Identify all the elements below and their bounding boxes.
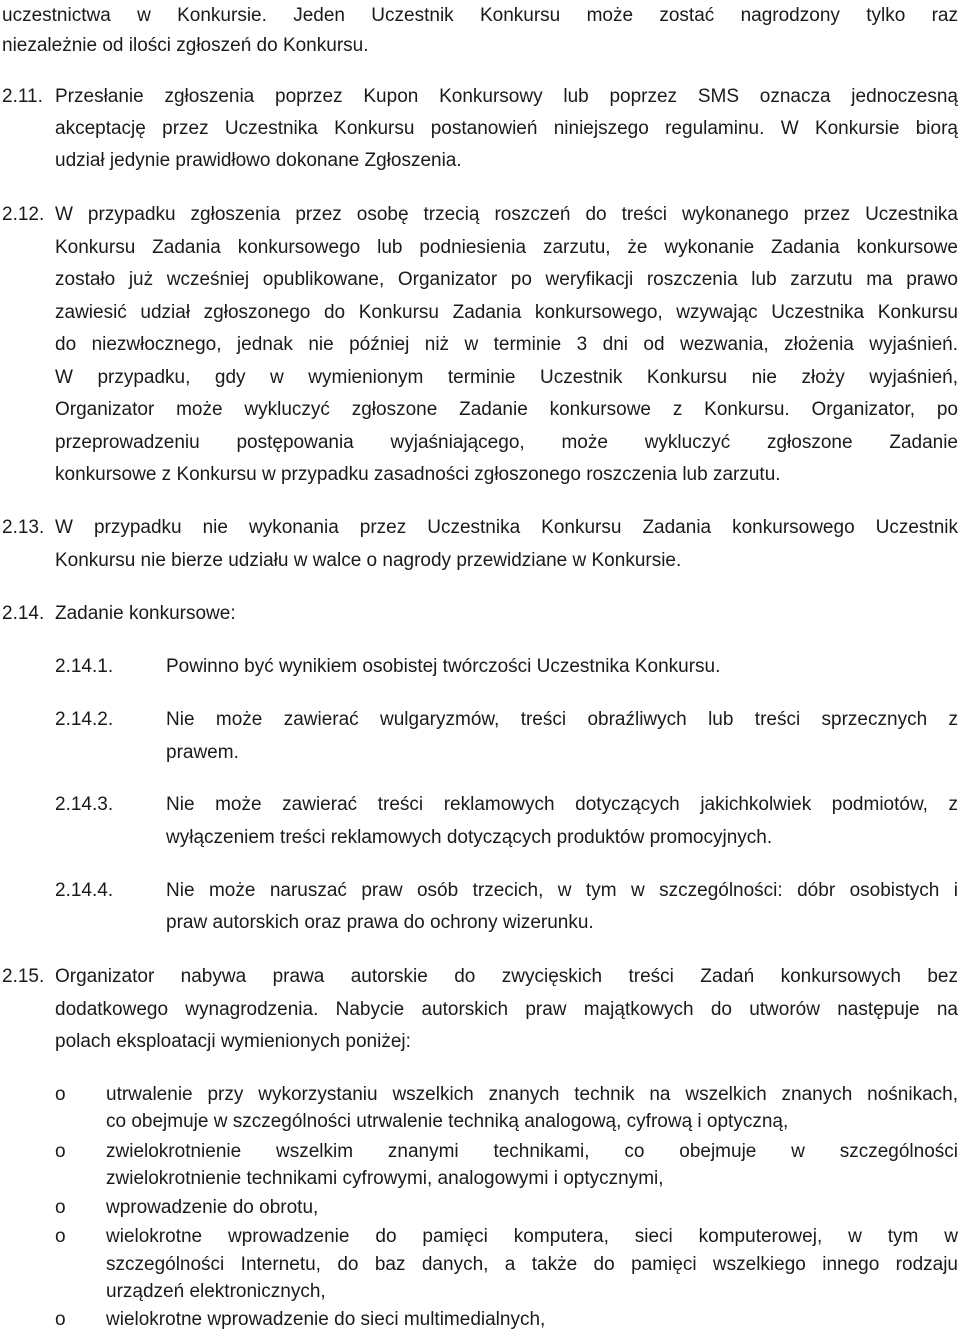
- bullet-text-line: wielokrotne wprowadzenie do sieci multimedialnych,: [106, 1309, 546, 1330]
- subsection-number: 2.14.4.: [55, 880, 114, 901]
- section-text-line: zostało już wcześniej opublikowane, Organizator po weryfikacji roszczenia lub zarzutu ma prawo: [55, 269, 958, 290]
- section-number: 2.11.: [2, 86, 43, 107]
- section-number: 2.13.: [2, 517, 45, 538]
- section-number: 2.14.: [2, 603, 45, 624]
- section-text-line: Konkursu nie bierze udziału w walce o nagrody przewidziane w Konkursie.: [55, 550, 682, 571]
- section-text-line: zawiesić udział zgłoszonego do Konkursu Zadania konkursowego, wzywając Uczestnika Konkursu: [55, 302, 958, 323]
- subsection-text-line: Nie może zawierać treści reklamowych dotyczących jakichkolwiek podmiotów, z: [166, 794, 958, 815]
- subsection-text-line: praw autorskich oraz prawa do ochrony wizerunku.: [166, 912, 594, 933]
- section-number: 2.12.: [2, 204, 45, 225]
- bullet-text-line: urządzeń elektronicznych,: [106, 1281, 326, 1302]
- bullet-marker: o: [55, 1084, 66, 1105]
- section-text-line: Organizator nabywa prawa autorskie do zwycięskich treści Zadań konkursowych bez: [55, 966, 958, 987]
- subsection-text-line: Nie może zawierać wulgaryzmów, treści obraźliwych lub treści sprzecznych z: [166, 709, 958, 730]
- bullet-text-line: co obejmuje w szczególności utrwalenie techniką analogową, cyfrową i optyczną,: [106, 1111, 789, 1132]
- bullet-text-line: utrwalenie przy wykorzystaniu wszelkich znanych technik na wszelkich znanych nośnikach,: [106, 1084, 958, 1105]
- intro-line: uczestnictwa w Konkursie. Jeden Uczestnik Konkursu może zostać nagrodzony tylko raz: [2, 5, 958, 26]
- section-text-line: W przypadku nie wykonania przez Uczestnika Konkursu Zadania konkursowego Uczestnik: [55, 517, 958, 538]
- section-text-line: akceptację przez Uczestnika Konkursu postanowień niniejszego regulaminu. W Konkursie biorą: [55, 118, 958, 139]
- intro-line: niezależnie od ilości zgłoszeń do Konkursu.: [2, 35, 369, 56]
- section-title: Zadanie konkursowe:: [55, 603, 236, 624]
- bullet-marker: o: [55, 1226, 66, 1247]
- bullet-marker: o: [55, 1309, 66, 1330]
- bullet-text-line: zwielokrotnienie wszelkim znanymi technikami, co obejmuje w szczególności: [106, 1141, 958, 1162]
- section-text-line: udział jedynie prawidłowo dokonane Zgłoszenia.: [55, 150, 462, 171]
- subsection-text-line: Powinno być wynikiem osobistej twórczości Uczestnika Konkursu.: [166, 656, 721, 677]
- bullet-text-line: wprowadzenie do obrotu,: [106, 1197, 319, 1218]
- subsection-number: 2.14.3.: [55, 794, 114, 815]
- section-text-line: konkursowe z Konkursu w przypadku zasadności zgłoszonego roszczenia lub zarzutu.: [55, 464, 781, 485]
- section-text-line: dodatkowego wynagrodzenia. Nabycie autorskich praw majątkowych do utworów następuje na: [55, 999, 958, 1020]
- subsection-text-line: Nie może naruszać praw osób trzecich, w tym w szczególności: dóbr osobistych i: [166, 880, 958, 901]
- section-text-line: przeprowadzeniu postępowania wyjaśniającego, może wykluczyć zgłoszone Zadanie: [55, 432, 958, 453]
- section-number: 2.15.: [2, 966, 45, 987]
- section-text-line: W przypadku, gdy w wymienionym terminie Uczestnik Konkursu nie złoży wyjaśnień,: [55, 367, 958, 388]
- bullet-marker: o: [55, 1141, 66, 1162]
- bullet-text-line: szczególności Internetu, do baz danych, a także do pamięci wszelkiego innego rodzaju: [106, 1254, 958, 1275]
- bullet-text-line: zwielokrotnienie technikami cyfrowymi, analogowymi i optycznymi,: [106, 1168, 664, 1189]
- section-text-line: polach eksploatacji wymienionych poniżej:: [55, 1031, 411, 1052]
- bullet-marker: o: [55, 1197, 66, 1218]
- section-text-line: Organizator może wykluczyć zgłoszone Zadanie konkursowe z Konkursu. Organizator, po: [55, 399, 958, 420]
- subsection-number: 2.14.2.: [55, 709, 114, 730]
- section-text-line: Konkursu Zadania konkursowego lub podniesienia zarzutu, że wykonanie Zadania konkursowe: [55, 237, 958, 258]
- section-text-line: Przesłanie zgłoszenia poprzez Kupon Konkursowy lub poprzez SMS oznacza jednoczesną: [55, 86, 958, 107]
- bullet-text-line: wielokrotne wprowadzenie do pamięci komputera, sieci komputerowej, w tym w: [106, 1226, 958, 1247]
- subsection-number: 2.14.1.: [55, 656, 114, 677]
- section-text-line: W przypadku zgłoszenia przez osobę trzecią roszczeń do treści wykonanego przez Uczestnika: [55, 204, 958, 225]
- subsection-text-line: prawem.: [166, 742, 239, 763]
- section-text-line: do niezwłocznego, jednak nie później niż w terminie 3 dni od wezwania, złożenia wyjaśnień.: [55, 334, 958, 355]
- subsection-text-line: wyłączeniem treści reklamowych dotyczących produktów promocyjnych.: [166, 827, 773, 848]
